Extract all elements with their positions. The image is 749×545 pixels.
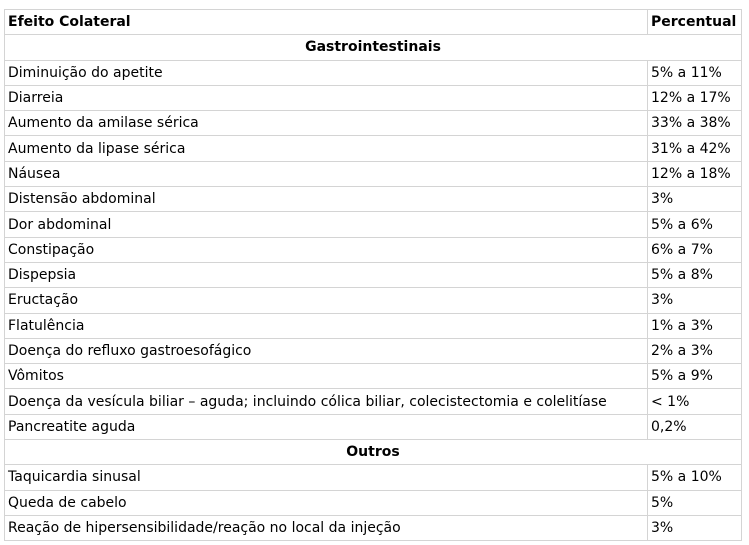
table-row	[5, 490, 742, 515]
table-row	[5, 111, 742, 136]
percent-cell: 12% a 17%	[648, 85, 742, 110]
effect-cell: Vômitos	[5, 364, 648, 389]
table-row	[5, 85, 742, 110]
table-row	[5, 262, 742, 287]
effect-cell: Reação de hipersensibilidade/reação no local da injeção	[5, 515, 648, 540]
percent-cell: 5%	[648, 490, 742, 515]
effect-cell: Flatulência	[5, 313, 648, 338]
effect-cell: Diarreia	[5, 85, 648, 110]
table-row	[5, 60, 742, 85]
table-row	[5, 187, 742, 212]
table-row	[5, 136, 742, 161]
effect-cell: Pancreatite aguda	[5, 414, 648, 439]
effect-cell: Aumento da amilase sérica	[5, 111, 648, 136]
percent-cell: 12% a 18%	[648, 161, 742, 186]
table-row	[5, 389, 742, 414]
table-row	[5, 515, 742, 540]
table-row	[5, 288, 742, 313]
effect-cell: Dispepsia	[5, 262, 648, 287]
effect-cell: Queda de cabelo	[5, 490, 648, 515]
percent-cell: 1% a 3%	[648, 313, 742, 338]
percent-cell: 5% a 9%	[648, 364, 742, 389]
percent-cell: < 1%	[648, 389, 742, 414]
percent-cell: 5% a 8%	[648, 262, 742, 287]
effect-cell: Aumento da lipase sérica	[5, 136, 648, 161]
table-row	[5, 313, 742, 338]
section-row	[5, 35, 742, 60]
effect-cell: Doença da vesícula biliar – aguda; incluindo cólica biliar, colecistectomia e colelitíase	[5, 389, 648, 414]
percent-cell: 0,2%	[648, 414, 742, 439]
percent-cell: 3%	[648, 515, 742, 540]
effect-cell: Eructação	[5, 288, 648, 313]
percent-cell: 33% a 38%	[648, 111, 742, 136]
effect-cell: Dor abdominal	[5, 212, 648, 237]
section-row	[5, 440, 742, 465]
effect-cell: Taquicardia sinusal	[5, 465, 648, 490]
percent-cell: 6% a 7%	[648, 237, 742, 262]
percent-cell: 5% a 11%	[648, 60, 742, 85]
effect-cell: Distensão abdominal	[5, 187, 648, 212]
table-row	[5, 465, 742, 490]
header-row	[5, 10, 742, 35]
table-row	[5, 414, 742, 439]
section-title-others: Outros	[5, 440, 742, 465]
percent-cell: 3%	[648, 187, 742, 212]
percent-cell: 2% a 3%	[648, 338, 742, 363]
column-header-effect: Efeito Colateral	[5, 10, 648, 35]
side-effects-table	[4, 9, 742, 541]
percent-cell: 31% a 42%	[648, 136, 742, 161]
effect-cell: Constipação	[5, 237, 648, 262]
percent-cell: 5% a 6%	[648, 212, 742, 237]
effect-cell: Náusea	[5, 161, 648, 186]
percent-cell: 3%	[648, 288, 742, 313]
percent-cell: 5% a 10%	[648, 465, 742, 490]
table-row	[5, 161, 742, 186]
section-title-gastrointestinal: Gastrointestinais	[5, 35, 742, 60]
table-row	[5, 364, 742, 389]
column-header-percent: Percentual	[648, 10, 742, 35]
effect-cell: Doença do refluxo gastroesofágico	[5, 338, 648, 363]
table-row	[5, 212, 742, 237]
effect-cell: Diminuição do apetite	[5, 60, 648, 85]
table-row	[5, 237, 742, 262]
table-row	[5, 338, 742, 363]
